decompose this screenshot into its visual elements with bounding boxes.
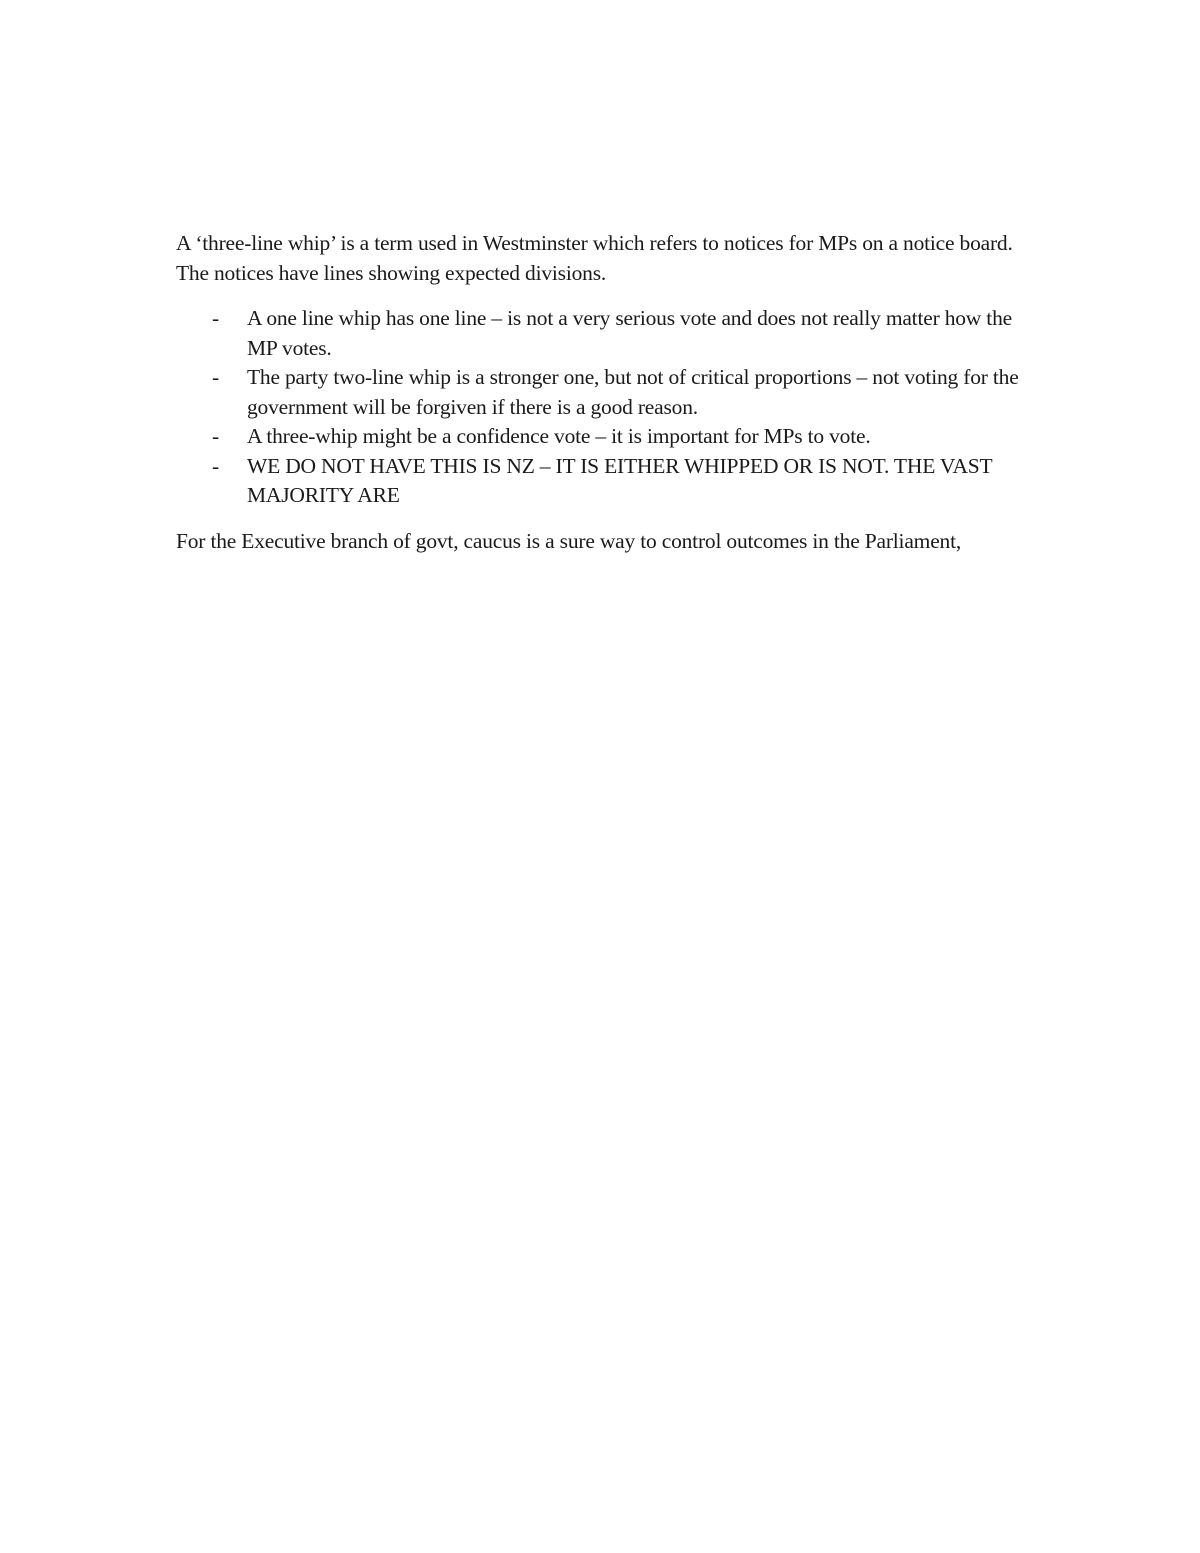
document-body [176,229,1036,556]
bullet-dash: - [212,424,219,448]
list-item-text: A one line whip has one line – is not a very serious vote and does not really matter how the MP votes. [247,306,1012,360]
list-item-text: WE DO NOT HAVE THIS IS NZ – IT IS EITHER WHIPPED OR IS NOT. THE VAST MAJORITY ARE [247,453,993,507]
list-item [176,422,1036,452]
bullet-dash: - [212,306,219,330]
list-item [176,363,1036,422]
list-item-text: A three-whip might be a confidence vote – it is important for MPs to vote. [247,424,871,448]
bullet-dash: - [212,453,219,478]
list-item [176,304,1036,363]
list-item-text: The party two-line whip is a stronger one, but not of critical proportions – not voting for the government will be forgiven if there is a good reason. [247,365,1019,419]
whip-bullet-list [176,304,1036,511]
closing-paragraph: For the Executive branch of govt, caucus is a sure way to control outcomes in the Parliament, [176,528,962,553]
intro-paragraph: A ‘three-line whip’ is a term used in Westminster which refers to notices for MPs on a notice board. The notices have lines showing expected divisions. [176,231,1013,285]
list-item [176,452,1036,511]
bullet-dash: - [212,365,219,389]
